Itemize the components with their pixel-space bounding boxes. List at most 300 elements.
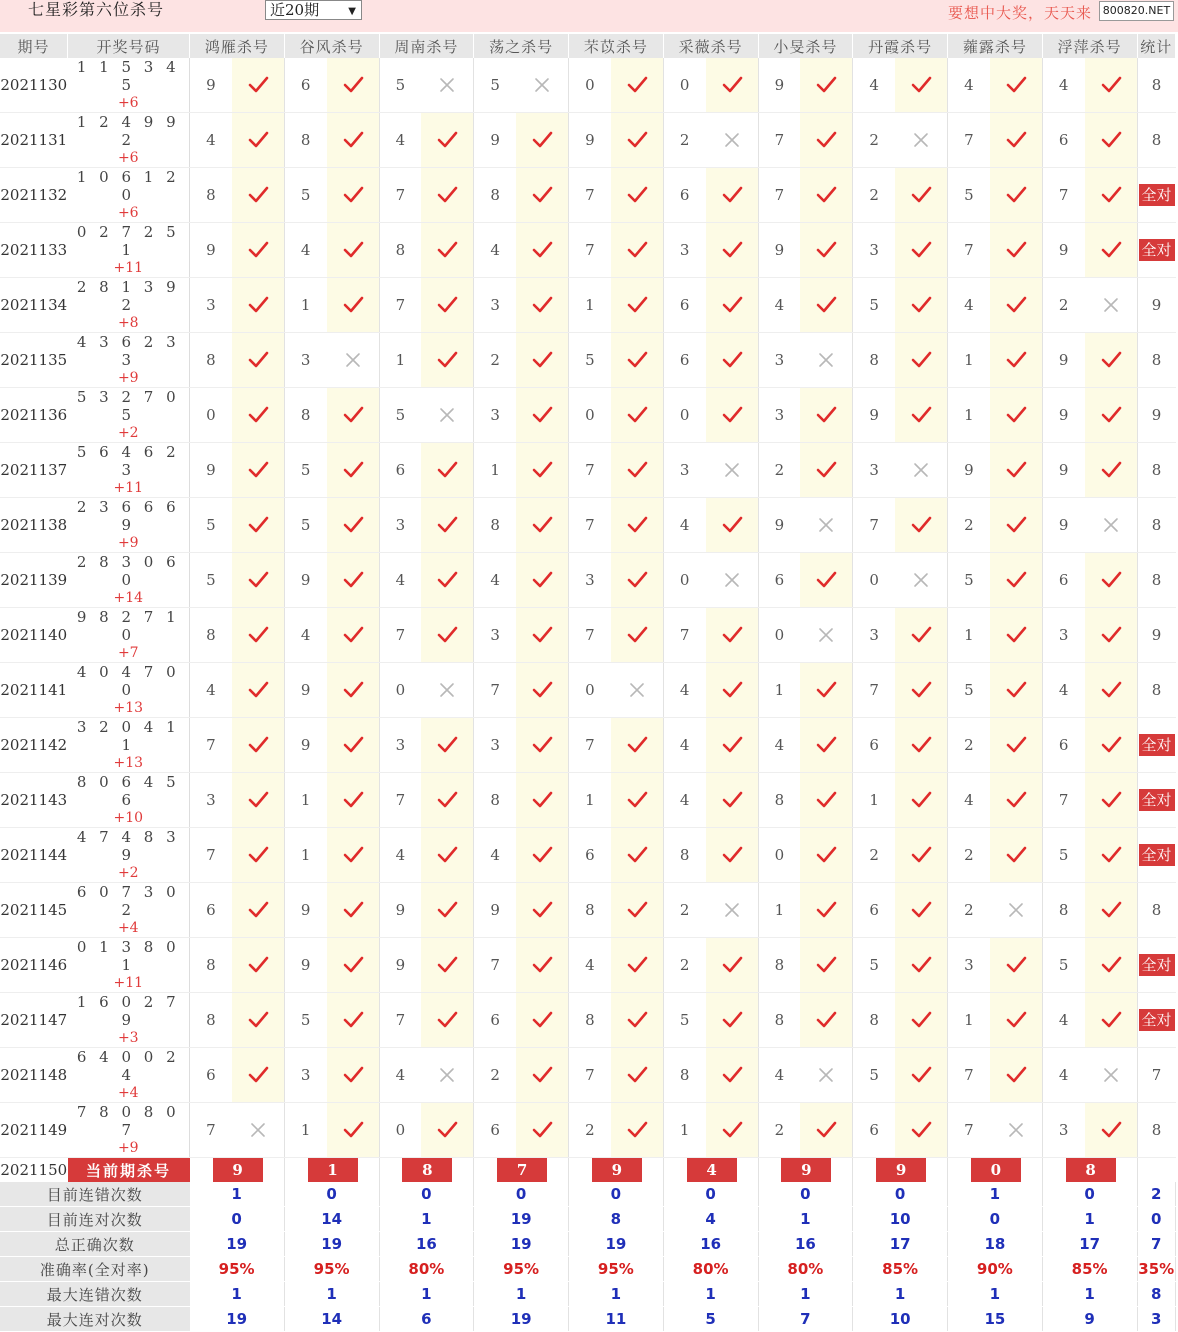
- kill-number: 3: [190, 773, 232, 828]
- check-icon: [342, 459, 364, 481]
- summary-value: 80%: [379, 1257, 474, 1282]
- result-wrong: [800, 498, 852, 553]
- result-correct: [611, 993, 663, 1048]
- check-icon: [721, 184, 743, 206]
- summary-label: 目前连错次数: [0, 1182, 190, 1207]
- kill-number: 4: [379, 828, 421, 883]
- issue-number: 2021135: [0, 333, 68, 388]
- kill-number: 7: [758, 168, 800, 223]
- kill-number: 3: [663, 223, 705, 278]
- kill-number: 4: [474, 223, 516, 278]
- row-stat: 7: [1137, 1048, 1176, 1103]
- result-wrong: [1085, 1048, 1137, 1103]
- result-correct: [1085, 113, 1137, 168]
- check-icon: [342, 239, 364, 261]
- result-correct: [327, 993, 379, 1048]
- result-correct: [232, 883, 284, 938]
- draw-numbers: [68, 333, 190, 388]
- result-correct: [1085, 223, 1137, 278]
- result-correct: [421, 223, 473, 278]
- cross-icon: [815, 349, 837, 371]
- result-correct: [611, 553, 663, 608]
- check-icon: [910, 679, 932, 701]
- result-wrong: [706, 553, 758, 608]
- result-correct: [1085, 58, 1137, 113]
- table-row: [0, 773, 1176, 828]
- result-correct: [895, 278, 947, 333]
- result-correct: [706, 773, 758, 828]
- result-correct: [516, 278, 568, 333]
- kill-number: 1: [948, 333, 990, 388]
- row-stat: 9: [1137, 388, 1176, 443]
- issue-number: 2021148: [0, 1048, 68, 1103]
- result-correct: [327, 553, 379, 608]
- result-correct: [611, 443, 663, 498]
- summary-value: 1: [758, 1207, 853, 1232]
- result-correct: [800, 223, 852, 278]
- check-icon: [531, 899, 553, 921]
- kill-number: 9: [379, 883, 421, 938]
- kill-number: 5: [284, 168, 326, 223]
- draw-sum: +3: [117, 1030, 139, 1046]
- result-correct: [895, 828, 947, 883]
- current-pick-cell: [474, 1158, 569, 1183]
- kill-number: 6: [663, 168, 705, 223]
- result-wrong: [516, 58, 568, 113]
- kill-number: 3: [569, 553, 611, 608]
- kill-number: 3: [474, 718, 516, 773]
- result-wrong: [327, 333, 379, 388]
- draw-sum: +2: [117, 865, 139, 881]
- draw-numbers: [68, 718, 190, 773]
- kill-number: 4: [663, 498, 705, 553]
- check-icon: [342, 404, 364, 426]
- site-badge[interactable]: 800820.NET: [1099, 1, 1174, 21]
- result-correct: [800, 773, 852, 828]
- check-icon: [247, 844, 269, 866]
- result-correct: [327, 883, 379, 938]
- summary-value: 1: [663, 1282, 758, 1307]
- col-expert: 芣苡杀号: [569, 34, 664, 58]
- draw-digits: 1 2 4 9 9 2: [76, 113, 180, 149]
- result-correct: [990, 553, 1042, 608]
- check-icon: [436, 459, 458, 481]
- draw-numbers: [68, 498, 190, 553]
- check-icon: [436, 789, 458, 811]
- check-icon: [342, 1064, 364, 1086]
- summary-value: 8: [569, 1207, 664, 1232]
- result-correct: [611, 938, 663, 993]
- row-stat: [1137, 718, 1176, 773]
- summary-value: 1: [379, 1282, 474, 1307]
- draw-sum: +8: [117, 315, 139, 331]
- result-correct: [800, 113, 852, 168]
- kill-number: 4: [758, 278, 800, 333]
- current-pick: 8: [1066, 1158, 1116, 1182]
- check-icon: [531, 1009, 553, 1031]
- check-icon: [1005, 954, 1027, 976]
- kill-number: 5: [284, 443, 326, 498]
- summary-value: 19: [569, 1232, 664, 1257]
- check-icon: [342, 129, 364, 151]
- check-icon: [531, 624, 553, 646]
- summary-value: 5: [663, 1307, 758, 1332]
- kill-number: 7: [379, 168, 421, 223]
- kill-number: 5: [379, 388, 421, 443]
- draw-numbers: [68, 553, 190, 608]
- result-correct: [895, 663, 947, 718]
- kill-number: 1: [948, 993, 990, 1048]
- result-correct: [611, 113, 663, 168]
- summary-label: 准确率(全对率): [0, 1257, 190, 1282]
- issue-number: 2021143: [0, 773, 68, 828]
- kill-number: 8: [663, 828, 705, 883]
- result-correct: [990, 113, 1042, 168]
- result-correct: [990, 278, 1042, 333]
- kill-number: 1: [948, 388, 990, 443]
- draw-sum: +9: [117, 370, 139, 386]
- check-icon: [342, 789, 364, 811]
- result-correct: [990, 773, 1042, 828]
- row-stat: [1137, 828, 1176, 883]
- result-correct: [1085, 993, 1137, 1048]
- check-icon: [1100, 789, 1122, 811]
- kill-number: 8: [474, 168, 516, 223]
- check-icon: [626, 514, 648, 536]
- check-icon: [1100, 679, 1122, 701]
- check-icon: [342, 954, 364, 976]
- kill-number: 6: [569, 828, 611, 883]
- table-row: [0, 1048, 1176, 1103]
- summary-value: 0: [1137, 1207, 1176, 1232]
- result-correct: [232, 828, 284, 883]
- kill-number: 6: [1042, 553, 1084, 608]
- kill-number: 0: [569, 663, 611, 718]
- kill-number: 2: [758, 443, 800, 498]
- check-icon: [626, 459, 648, 481]
- result-correct: [232, 553, 284, 608]
- result-correct: [232, 388, 284, 443]
- result-correct: [611, 883, 663, 938]
- check-icon: [910, 734, 932, 756]
- all-right-badge: 全对: [1139, 184, 1175, 206]
- kill-number: 5: [190, 553, 232, 608]
- check-icon: [1005, 1064, 1027, 1086]
- result-correct: [1085, 553, 1137, 608]
- result-correct: [1085, 883, 1137, 938]
- kill-number: 6: [474, 993, 516, 1048]
- result-correct: [516, 498, 568, 553]
- check-icon: [531, 514, 553, 536]
- check-icon: [1100, 74, 1122, 96]
- issue-number: 2021134: [0, 278, 68, 333]
- result-correct: [990, 718, 1042, 773]
- kill-number: 8: [758, 773, 800, 828]
- summary-value: 9: [1042, 1307, 1137, 1332]
- check-icon: [626, 239, 648, 261]
- summary-value: 3: [1137, 1307, 1176, 1332]
- check-icon: [342, 294, 364, 316]
- check-icon: [247, 239, 269, 261]
- cross-icon: [1005, 1119, 1027, 1141]
- kill-number: 4: [948, 58, 990, 113]
- check-icon: [342, 899, 364, 921]
- result-correct: [232, 718, 284, 773]
- table-row: [0, 498, 1176, 553]
- current-pick-cell: [853, 1158, 948, 1183]
- kill-number: 9: [948, 443, 990, 498]
- result-correct: [232, 993, 284, 1048]
- kill-number: 1: [663, 1103, 705, 1158]
- row-stat: [1137, 773, 1176, 828]
- kill-number: 5: [284, 993, 326, 1048]
- result-correct: [800, 828, 852, 883]
- result-correct: [421, 113, 473, 168]
- result-correct: [706, 993, 758, 1048]
- result-correct: [327, 113, 379, 168]
- issue-number: 2021147: [0, 993, 68, 1048]
- result-correct: [895, 1103, 947, 1158]
- result-correct: [516, 113, 568, 168]
- kill-number: 3: [379, 718, 421, 773]
- kill-number: 5: [948, 168, 990, 223]
- cross-icon: [721, 459, 743, 481]
- check-icon: [247, 514, 269, 536]
- result-wrong: [895, 443, 947, 498]
- result-correct: [990, 663, 1042, 718]
- cross-icon: [342, 349, 364, 371]
- kill-number: 6: [663, 278, 705, 333]
- kill-number: 4: [1042, 1048, 1084, 1103]
- draw-digits: 6 0 7 3 0 2: [76, 883, 180, 919]
- summary-value: 1: [284, 1282, 379, 1307]
- result-wrong: [800, 1048, 852, 1103]
- result-correct: [327, 1048, 379, 1103]
- kill-number: 1: [758, 663, 800, 718]
- check-icon: [1100, 844, 1122, 866]
- check-icon: [247, 569, 269, 591]
- kill-number: 9: [190, 443, 232, 498]
- check-icon: [436, 844, 458, 866]
- kill-number: 9: [379, 938, 421, 993]
- kill-number: 1: [948, 608, 990, 663]
- check-icon: [342, 569, 364, 591]
- kill-number: 9: [284, 883, 326, 938]
- current-pick: 0: [971, 1158, 1021, 1182]
- check-icon: [1005, 569, 1027, 591]
- kill-number: 7: [663, 608, 705, 663]
- kill-number: 2: [948, 498, 990, 553]
- summary-value: 1: [758, 1282, 853, 1307]
- check-icon: [436, 624, 458, 646]
- summary-row: [0, 1232, 1176, 1257]
- kill-number: 3: [284, 1048, 326, 1103]
- check-icon: [1100, 239, 1122, 261]
- kill-number: 7: [569, 1048, 611, 1103]
- result-correct: [706, 223, 758, 278]
- check-icon: [531, 349, 553, 371]
- result-correct: [516, 883, 568, 938]
- summary-value: 0: [569, 1182, 664, 1207]
- result-correct: [516, 773, 568, 828]
- kill-number: 3: [379, 498, 421, 553]
- kill-number: 4: [758, 1048, 800, 1103]
- result-correct: [706, 58, 758, 113]
- kill-number: 9: [1042, 388, 1084, 443]
- result-correct: [516, 443, 568, 498]
- kill-number: 4: [569, 938, 611, 993]
- summary-value: 0: [379, 1182, 474, 1207]
- summary-value: 16: [758, 1232, 853, 1257]
- result-wrong: [421, 388, 473, 443]
- result-correct: [232, 498, 284, 553]
- check-icon: [815, 459, 837, 481]
- result-correct: [895, 223, 947, 278]
- result-wrong: [706, 883, 758, 938]
- kill-number: 7: [569, 718, 611, 773]
- result-correct: [232, 773, 284, 828]
- result-correct: [327, 223, 379, 278]
- draw-digits: 2 8 3 0 6 0: [76, 553, 180, 589]
- check-icon: [1100, 624, 1122, 646]
- current-stat-empty: [1137, 1158, 1176, 1183]
- summary-value: 10: [853, 1207, 948, 1232]
- all-right-badge: 全对: [1139, 734, 1175, 756]
- summary-value: 0: [948, 1207, 1043, 1232]
- kill-number: 7: [569, 608, 611, 663]
- all-right-badge: 全对: [1139, 789, 1175, 811]
- row-stat: 8: [1137, 333, 1176, 388]
- table-row: [0, 828, 1176, 883]
- col-expert: 周南杀号: [379, 34, 474, 58]
- kill-number: 7: [569, 168, 611, 223]
- check-icon: [815, 239, 837, 261]
- kill-number: 3: [758, 388, 800, 443]
- summary-value: 1: [569, 1282, 664, 1307]
- result-correct: [611, 388, 663, 443]
- kill-number: 4: [663, 663, 705, 718]
- row-stat: 8: [1137, 553, 1176, 608]
- result-correct: [611, 223, 663, 278]
- current-pick: 9: [876, 1158, 926, 1182]
- kill-number: 2: [663, 113, 705, 168]
- summary-row: [0, 1282, 1176, 1307]
- cross-icon: [436, 679, 458, 701]
- result-correct: [421, 168, 473, 223]
- kill-number: 8: [758, 938, 800, 993]
- kill-number: 1: [474, 443, 516, 498]
- summary-value: 16: [379, 1232, 474, 1257]
- kill-number: 7: [1042, 773, 1084, 828]
- summary-value: 16: [663, 1232, 758, 1257]
- result-correct: [1085, 1103, 1137, 1158]
- result-correct: [421, 993, 473, 1048]
- kill-number: 8: [474, 773, 516, 828]
- table-row: [0, 278, 1176, 333]
- result-correct: [421, 718, 473, 773]
- check-icon: [721, 1119, 743, 1141]
- check-icon: [910, 844, 932, 866]
- row-stat: [1137, 223, 1176, 278]
- check-icon: [436, 899, 458, 921]
- issue-number: 2021138: [0, 498, 68, 553]
- result-correct: [895, 388, 947, 443]
- kill-number: 0: [379, 1103, 421, 1158]
- result-correct: [706, 938, 758, 993]
- check-icon: [436, 569, 458, 591]
- summary-value: 85%: [853, 1257, 948, 1282]
- check-icon: [1100, 569, 1122, 591]
- draw-sum: +11: [113, 260, 144, 276]
- check-icon: [1005, 239, 1027, 261]
- result-correct: [895, 168, 947, 223]
- result-correct: [1085, 718, 1137, 773]
- draw-digits: 6 4 0 0 2 4: [76, 1048, 180, 1084]
- result-correct: [232, 113, 284, 168]
- result-correct: [800, 168, 852, 223]
- result-correct: [327, 828, 379, 883]
- result-wrong: [800, 608, 852, 663]
- kill-number: 6: [284, 58, 326, 113]
- row-stat: 8: [1137, 113, 1176, 168]
- summary-value: 4: [663, 1207, 758, 1232]
- result-correct: [516, 553, 568, 608]
- kill-number: 6: [474, 1103, 516, 1158]
- table-row: [0, 993, 1176, 1048]
- cross-icon: [1100, 514, 1122, 536]
- check-icon: [626, 74, 648, 96]
- kill-number: 8: [190, 608, 232, 663]
- draw-digits: 5 3 2 7 0 5: [76, 388, 180, 424]
- kill-number: 9: [284, 938, 326, 993]
- result-correct: [421, 883, 473, 938]
- current-pick-cell: [379, 1158, 474, 1183]
- kill-number: 2: [1042, 278, 1084, 333]
- kill-number: 7: [474, 663, 516, 718]
- check-icon: [531, 734, 553, 756]
- kill-number: 3: [284, 333, 326, 388]
- cross-icon: [531, 74, 553, 96]
- check-icon: [342, 679, 364, 701]
- check-icon: [910, 954, 932, 976]
- summary-value: 19: [474, 1207, 569, 1232]
- result-correct: [800, 58, 852, 113]
- draw-numbers: [68, 663, 190, 718]
- period-select[interactable]: [265, 0, 362, 20]
- issue-number: 2021139: [0, 553, 68, 608]
- kill-number: 4: [663, 718, 705, 773]
- check-icon: [531, 459, 553, 481]
- summary-value: 19: [474, 1307, 569, 1332]
- result-correct: [516, 223, 568, 278]
- summary-value: 18: [948, 1232, 1043, 1257]
- result-correct: [990, 223, 1042, 278]
- draw-sum: +6: [117, 95, 139, 111]
- col-expert: 蕹露杀号: [948, 34, 1043, 58]
- result-correct: [611, 718, 663, 773]
- result-correct: [706, 388, 758, 443]
- summary-label: 最大连对次数: [0, 1307, 190, 1332]
- cross-icon: [815, 1064, 837, 1086]
- result-correct: [516, 718, 568, 773]
- check-icon: [815, 74, 837, 96]
- kill-number: 7: [379, 993, 421, 1048]
- result-wrong: [990, 883, 1042, 938]
- current-pick-cell: [663, 1158, 758, 1183]
- draw-digits: 1 0 6 1 2 0: [76, 168, 180, 204]
- draw-sum: +2: [117, 425, 139, 441]
- issue-number: 2021142: [0, 718, 68, 773]
